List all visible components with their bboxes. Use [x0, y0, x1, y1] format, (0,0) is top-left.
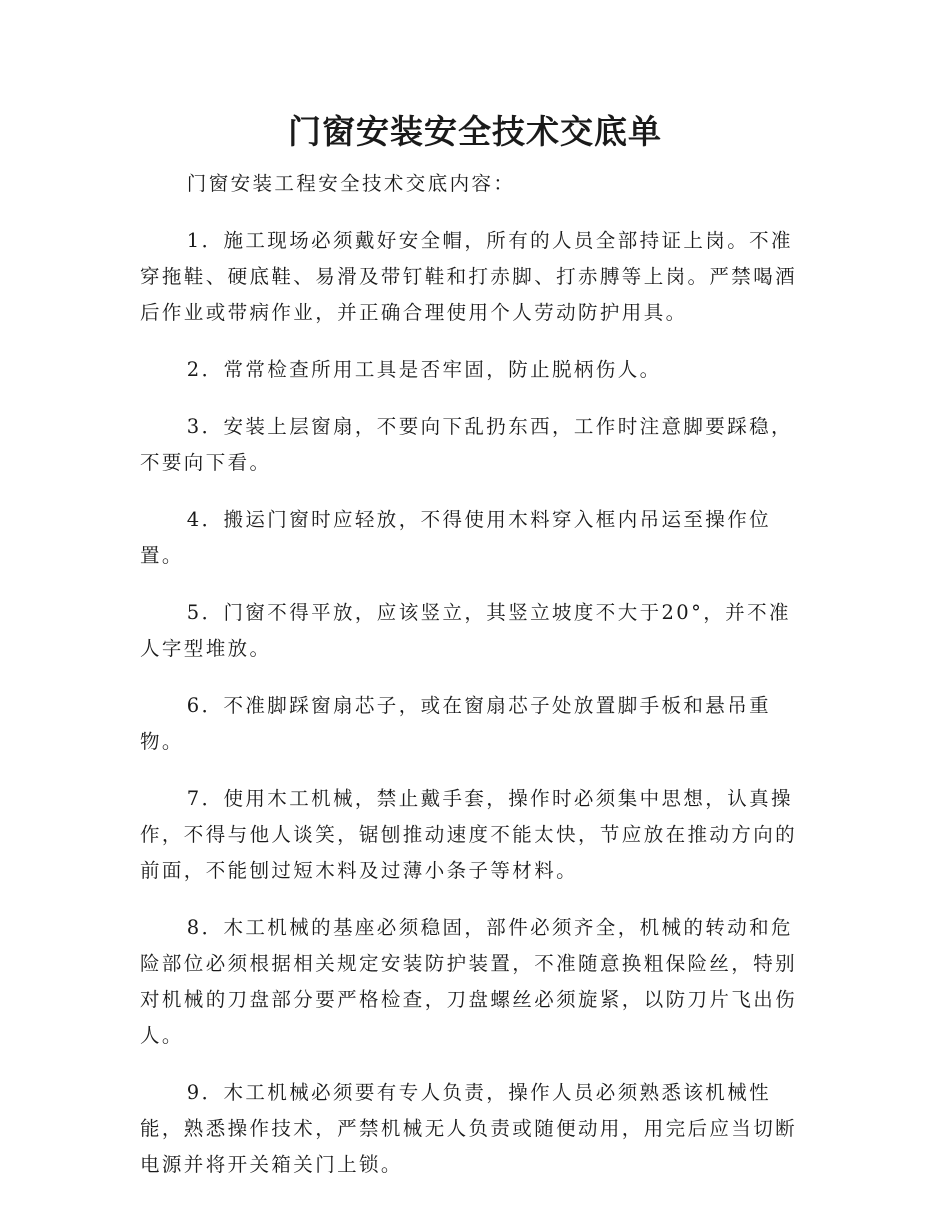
item-paragraph-7: 7．使用木工机械，禁止戴手套，操作时必须集中思想，认真操作，不得与他人谈笑，锯刨推动速度不能太快，节应放在推动方向的前面，不能刨过短木料及过薄小条子等材料。 [140, 787, 798, 882]
intro-paragraph: 门窗安装工程安全技术交底内容： [186, 172, 516, 195]
item-paragraph-2: 2．常常检查所用工具是否牢固，防止脱柄伤人。 [186, 358, 662, 381]
item-paragraph-4: 4．搬运门窗时应轻放，不得使用木料穿入框内吊运至操作位置。 [140, 508, 772, 567]
item-paragraph-1: 1．施工现场必须戴好安全帽，所有的人员全部持证上岗。不准穿拖鞋、硬底鞋、易滑及带钉鞋和打赤脚、打赤膊等上岗。严禁喝酒后作业或带病作业，并正确合理使用个人劳动防护用具。 [140, 229, 798, 324]
document-title: 门窗安装安全技术交底单 [288, 112, 662, 151]
document-body [140, 166, 812, 1204]
item-paragraph-5: 5．门窗不得平放，应该竖立，其竖立坡度不大于20°，并不准人字型堆放。 [140, 601, 791, 660]
item-paragraph-9: 9．木工机械必须要有专人负责，操作人员必须熟悉该机械性能，熟悉操作技术，严禁机械无人负责或随便动用，用完后应当切断电源并将开关箱关门上锁。 [140, 1081, 798, 1176]
item-paragraph-8: 8．木工机械的基座必须稳固，部件必须齐全，机械的转动和危险部位必须根据相关规定安装防护装置，不准随意换粗保险丝，特别对机械的刀盘部分要严格检查，刀盘螺丝必须旋紧，以防刀片飞出伤人。 [140, 916, 798, 1047]
item-paragraph-3: 3．安装上层窗扇，不要向下乱扔东西，工作时注意脚要踩稳，不要向下看。 [140, 415, 793, 474]
item-paragraph-6: 6．不准脚踩窗扇芯子，或在窗扇芯子处放置脚手板和悬吊重物。 [140, 694, 772, 753]
